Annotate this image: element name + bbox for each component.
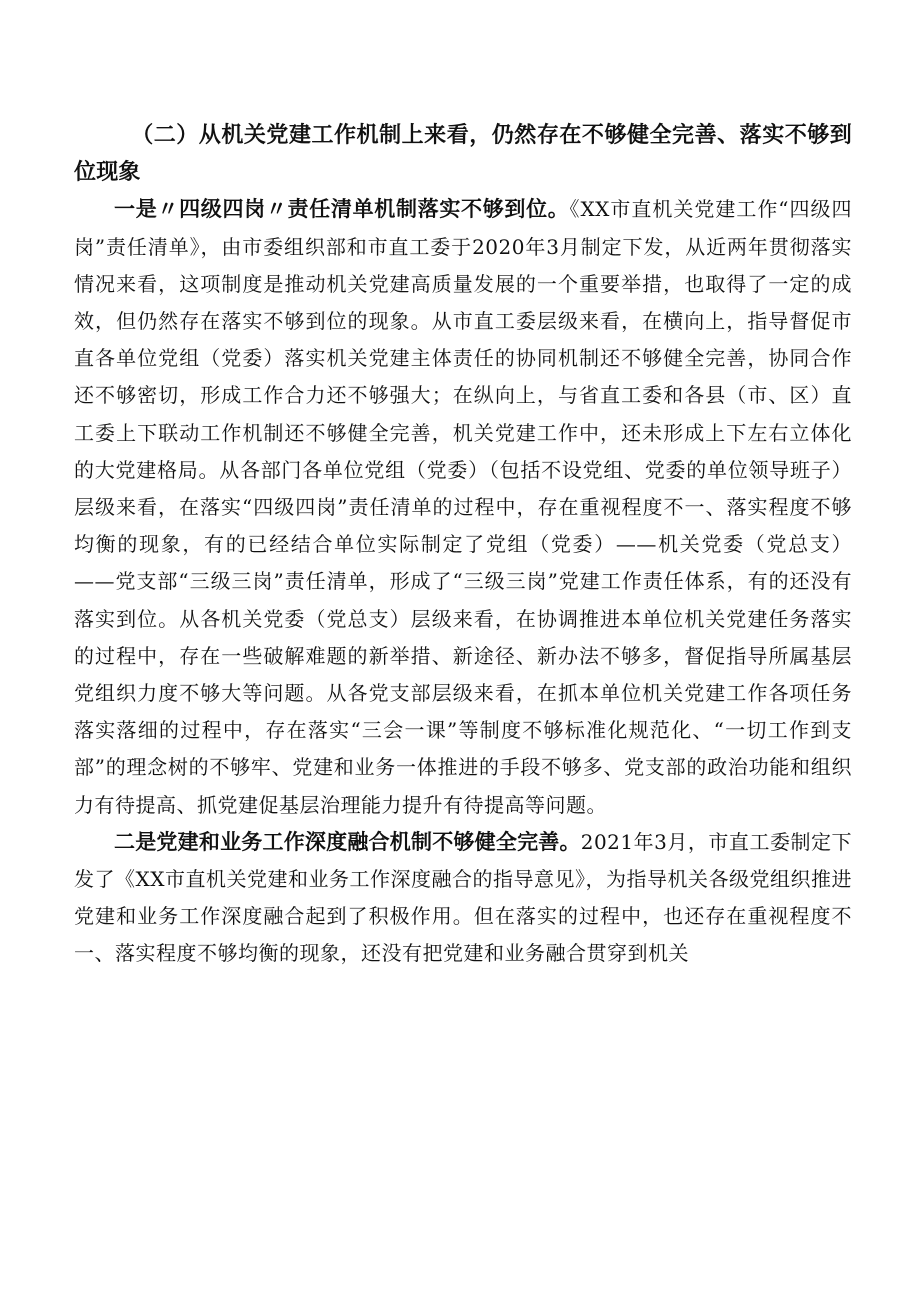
document-body bbox=[74, 117, 852, 973]
paragraph-party-business-integration bbox=[74, 824, 852, 973]
paragraph-four-level-responsibility bbox=[74, 191, 852, 823]
section-heading: （二）从机关党建工作机制上来看，仍然存在不够健全完善、落实不够到位现象 bbox=[74, 123, 852, 186]
paragraph-body: 《XX市直机关党建工作“四级四岗”责任清单》，由市委组织部和市直工委于2020年3月制定下发，从近两年贯彻落实情况来看，这项制度是推动机关党建高质量发展的一个重要举措，也取得了一定的成效，但仍然存在落实不够到位的现象。从市直工委层级来看，在横向上，指导督促市直各单位党组（党委）落实机关党建主体责任的协同机制还不够健全完善，协同合作还不够密切，形成工作合力还不够强大；在纵向上，与省直工委和各县（市、区）直工委上下联动工作机制还不够健全完善，机关党建工作中，还未形成上下左右立体化的大党建格局。从各部门各单位党组（党委）（包括不设党组、党委的单位领导班子）层级来看，在落实“四级四岗”责任清单的过程中，存在重视程度不一、落实程度不够均衡的现象，有的已经结合单位实际制定了党组（党委）——机关党委（党总支）——党支部“三级三岗”责任清单，形成了“三级三岗”党建工作责任体系，有的还没有落实到位。从各机关党委（党总支）层级来看，在协调推进本单位机关党建任务落实的过程中，存在一些破解难题的新举措、新途径、新办法不够多，督促指导所属基层党组织力度不够大等问题。从各党支部层级来看，在抓本单位机关党建工作各项任务落实落细的过程中，存在落实“三会一课”等制度不够标准化规范化、“一切工作到支部”的理念树的不够牢、党建和业务一体推进的手段不够多、党支部的政治功能和组织力有待提高、抓党建促基层治理能力提升有待提高等问题。 bbox=[74, 197, 852, 817]
paragraph-lead: 一是〃四级四岗〃责任清单机制落实不够到位。 bbox=[114, 197, 570, 222]
paragraph-lead: 二是党建和业务工作深度融合机制不够健全完善。 bbox=[114, 829, 581, 854]
paragraph-body: 2021年3月，市直工委制定下发了《XX市直机关党建和业务工作深度融合的指导意见》，为指导机关各级党组织推进党建和业务工作深度融合起到了积极作用。但在落实的过程中，也还存在重视程度不一、落实程度不够均衡的现象，还没有把党建和业务融合贯穿到机关 bbox=[74, 829, 852, 966]
